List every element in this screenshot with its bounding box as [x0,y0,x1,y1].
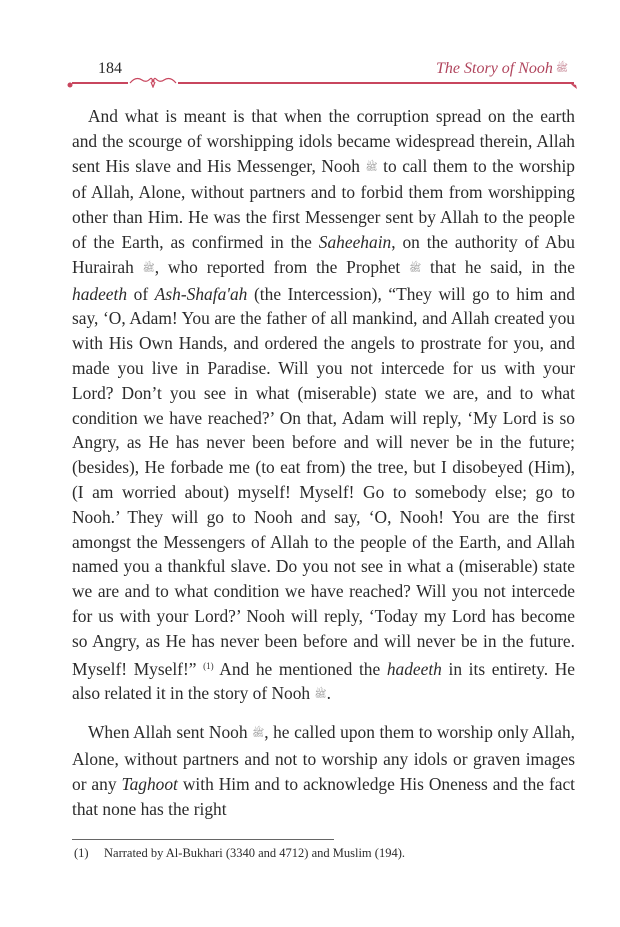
running-title [436,60,568,78]
page-number: 184 [98,60,122,77]
footnote-text: Narrated by Al-Bukhari (3340 and 4712) and Muslim (194). [104,846,405,860]
honorific-icon: ﷺ [365,161,378,173]
paragraph-1 [72,104,575,708]
text-run: to call them to the worship of Allah, Alone, without partners and to forbid them from worshipping other than Him. He was the first Messenger sent by Allah to the people of the Earth, as confirmed in the [72,155,575,252]
text-run: , he called upon them to worship only Allah, Alone, without partners and not to worship any idols or graven images or any [72,722,575,794]
text-run: And what is meant is that when the corruption spread on the earth and the scourge of worshipping idols became widespread therein, Allah sent His slave and His Messenger, Nooh [72,106,575,176]
text-run: that he said, in the [430,256,575,277]
honorific-icon: ﷺ [252,728,265,740]
honorific-icon: ﷺ [142,262,155,274]
running-title-text: The Story of Nooh [436,60,553,77]
text-run: , who reported from the Prophet [154,256,401,277]
honorific-icon: ﷺ [555,63,568,74]
text-run: (the Intercession), “They will go to him and say, ‘O, Adam! You are the father of all mankind, and Allah created you with His Own Hands, and ordered the angels to prostrate for you, and made you live in Paradise. Will you not intercede for us with your Lord? Don’t you see in what (miserable) state we are, and to what condition we have reached?’ On that, Adam will reply, ‘My Lord is so Angry, as He has never been before and will never be in the future; (besides), He forbade me (to eat from) the tree, but I disobeyed (Him), (I am worried about) myself! Myself! Go to somebody else; go to Nooh.’ They will go to Nooh and say, ‘O, Nooh! You are the first amongst the Messengers of Allah to the people of the Earth, and Allah named you a thankful slave. Do you not see in what a (miserable) state we are and to what condition we have reached? Will you not intercede for us with your Lord?’ Nooh will reply, ‘Today my Lord has become so Angry, as He has never been before and will never be in the future. Myself! Myself!” [72,283,575,679]
text-run: . [326,683,331,704]
footnote-divider [72,839,334,840]
honorific-icon: ﷺ [409,262,422,274]
text-run: in its entirety. He also related it in the story of Nooh [72,658,575,704]
text-run: When Allah sent Nooh [88,722,248,743]
rule-end-ornament-right-icon [570,82,578,90]
text-run: And he mentioned the [219,658,381,679]
paragraph-2 [72,720,575,821]
italic-term: Ash-Shafa'ah [154,283,248,304]
italic-term: Saheehain [318,231,392,252]
italic-term: hadeeth [72,283,128,304]
footnote-number: (1) [74,846,89,860]
header-flourish-icon [128,74,178,88]
text-run: with Him and to acknowledge His Oneness and the fact that none has the right [72,773,576,819]
italic-term: Taghoot [121,773,178,794]
body-text [72,104,575,821]
italic-term: hadeeth [386,658,442,679]
rule-end-ornament-left-icon [67,82,73,88]
honorific-icon: ﷺ [314,689,327,701]
footnote-reference[interactable]: (1) [203,660,214,671]
text-run: , on the authority of Abu Hurairah [72,231,575,277]
text-run: of [133,283,149,304]
footnote [74,846,574,861]
